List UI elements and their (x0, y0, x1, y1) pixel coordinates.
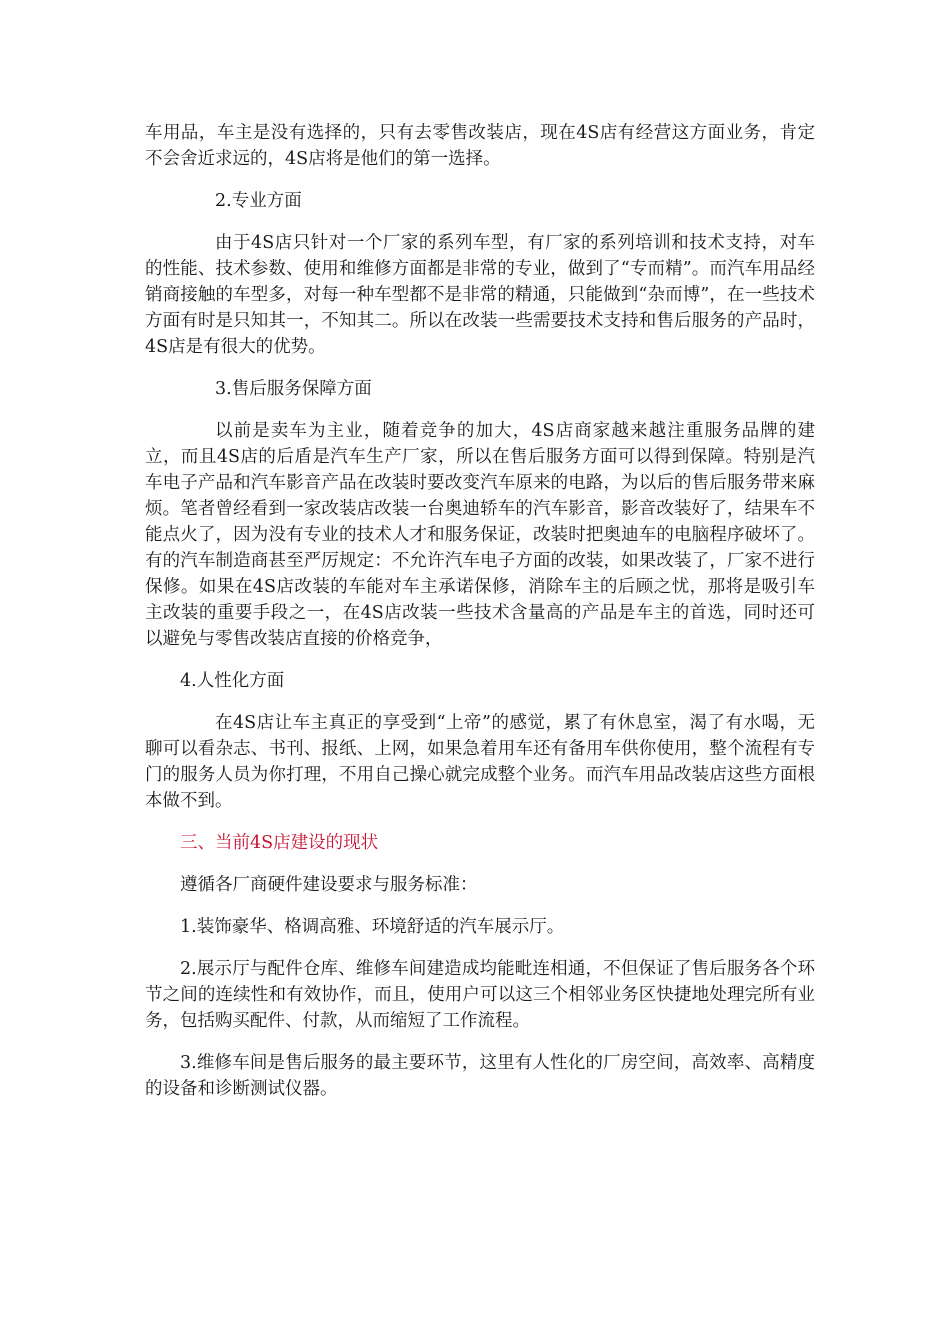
section-heading-current-status: 三、当前4S店建设的现状 (180, 833, 379, 853)
heading-professional: 2.专业方面 (215, 191, 302, 211)
list-item-2: 2.展示厅与配件仓库、维修车间建造成均能毗连相通，不但保证了售后服务各个环节之间的连续性和有效协作，而且，使用户可以这三个相邻业务区快捷地处理完所有业务，包括购买配件、付款，从而缩短了工作流程。 (145, 959, 815, 1031)
humanized-paragraph: 在4S店让车主真正的享受到“上帝”的感觉，累了有休息室，渴了有水喝，无聊可以看杂志、书刊、报纸、上网，如果急着用车还有备用车供你使用，整个流程有专门的服务人员为你打理，不用自己操心就完成整个业务。而汽车用品改装店这些方面根本做不到。 (145, 713, 815, 811)
standards-intro: 遵循各厂商硬件建设要求与服务标准： (180, 875, 478, 895)
document-body (145, 120, 815, 1118)
list-item-3: 3.维修车间是售后服务的最主要环节，这里有人性化的厂房空间，高效率、高精度的设备和诊断测试仪器。 (145, 1053, 815, 1099)
professional-paragraph: 由于4S店只针对一个厂家的系列车型，有厂家的系列培训和技术支持，对车的性能、技术参数、使用和维修方面都是非常的专业，做到了“专而精”。而汽车用品经销商接触的车型多，对每一种车型都不是非常的精通，只能做到“杂而博”，在一些技术方面有时是只知其一，不知其二。所以在改装一些需要技术支持和售后服务的产品时，4S店是有很大的优势。 (145, 233, 815, 357)
heading-humanized: 4.人性化方面 (180, 671, 285, 691)
list-item-1: 1.装饰豪华、格调高雅、环境舒适的汽车展示厅。 (180, 917, 565, 937)
aftersales-paragraph: 以前是卖车为主业，随着竞争的加大，4S店商家越来越注重服务品牌的建立，而且4S店的后盾是汽车生产厂家，所以在售后服务方面可以得到保障。特别是汽车电子产品和汽车影音产品在改装时要改变汽车原来的电路，为以后的售后服务带来麻烦。笔者曾经看到一家改装店改装一台奥迪轿车的汽车影音，影音改装好了，结果车不能点火了，因为没有专业的技术人才和服务保证，改装时把奥迪车的电脑程序破坏了。有的汽车制造商甚至严厉规定：不允许汽车电子方面的改装，如果改装了，厂家不进行保修。如果在4S店改装的车能对车主承诺保修，消除车主的后顾之忧，那将是吸引车主改装的重要手段之一，在4S店改装一些技术含量高的产品是车主的首选，同时还可以避免与零售改装店直接的价格竞争， (145, 421, 815, 649)
intro-paragraph: 车用品，车主是没有选择的，只有去零售改装店，现在4S店有经营这方面业务，肯定不会舍近求远的，4S店将是他们的第一选择。 (145, 123, 815, 169)
heading-aftersales: 3.售后服务保障方面 (215, 379, 372, 399)
